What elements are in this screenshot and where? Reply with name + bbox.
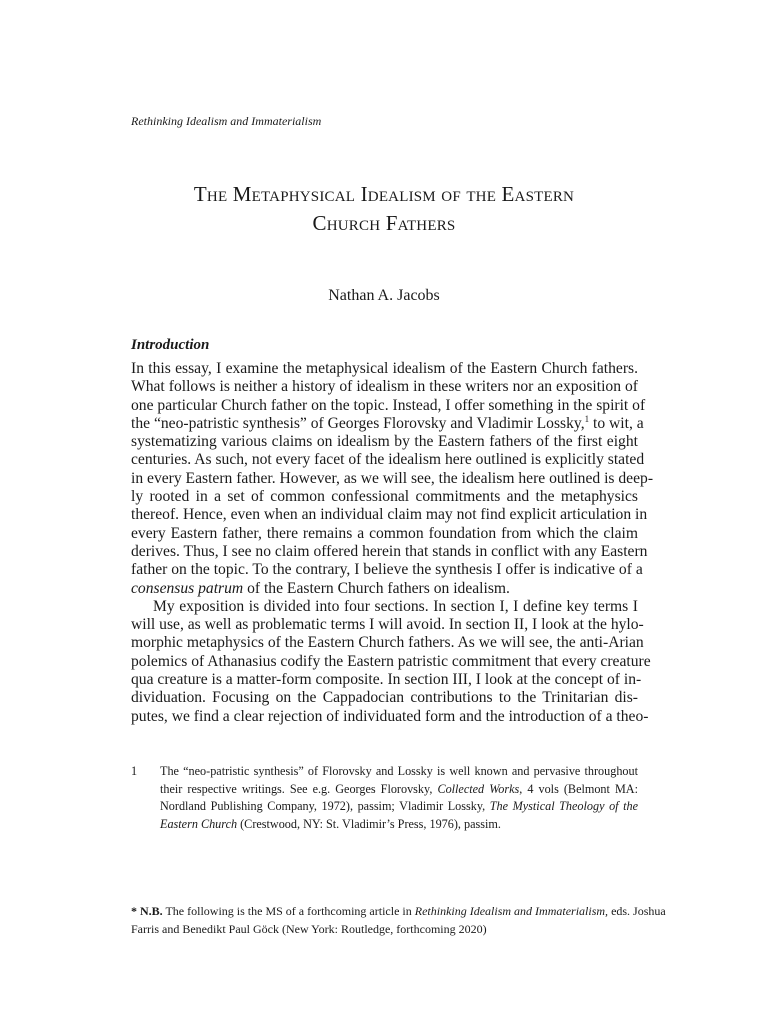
note-marker: * N.B. <box>131 904 163 918</box>
text-line <box>131 580 638 598</box>
text-line: every Eastern father, there remains a common foundation from which the claim <box>131 524 638 542</box>
text-line <box>160 816 638 834</box>
text-line: father on the topic. To the contrary, I believe the synthesis I offer is indicative of a <box>131 561 643 579</box>
text-line: centuries. As such, not every facet of the idealism here outlined is explicitly stated <box>131 451 645 469</box>
text-line: morphic metaphysics of the Eastern Church fathers. As we will see, the anti-Arian <box>131 634 644 652</box>
footnote-ref[interactable]: 1 <box>584 413 590 424</box>
section-heading: Introduction <box>131 337 210 353</box>
text-run: of the Eastern Church fathers on idealism. <box>243 579 510 597</box>
text-run: to wit, a <box>589 414 644 432</box>
text-run: The following is the MS of a forthcoming article in <box>162 904 415 918</box>
italic-run: The Mystical Theology of the <box>489 799 639 813</box>
text-line: What follows is neither a history of idealism in these writers nor an exposition of <box>131 378 638 396</box>
italic-run: consensus patrum <box>131 579 244 597</box>
text-run: the “neo-patristic synthesis” of Georges Florovsky and Vladimir Lossky, <box>131 414 585 432</box>
text-line: will use, as well as problematic terms I will avoid. In section II, I look at the hylo- <box>131 616 644 634</box>
italic-run: Collected Works <box>437 781 520 796</box>
author-name: Nathan A. Jacobs <box>328 287 440 304</box>
text-line <box>131 413 644 433</box>
text-line: thereof. Hence, even when an individual claim may not find explicit articulation in <box>131 506 648 524</box>
text-run: eds. Joshua <box>608 904 666 918</box>
author-note <box>131 902 666 938</box>
text-line: derives. Thus, I see no claim offered herein that stands in conflict with any Eastern <box>131 542 648 560</box>
text-line: qua creature is a matter-form composite. In section III, I look at the concept of in- <box>131 671 642 689</box>
text-run: (Crestwood, NY: St. Vladimir’s Press, 1976), passim. <box>237 816 501 831</box>
text-line: one particular Church father on the topic. Instead, I offer something in the spirit of <box>131 396 646 414</box>
text-line: dividuation. Focusing on the Cappadocian contributions to the Trinitarian dis- <box>131 689 638 707</box>
text-line: My exposition is divided into four sections. In section I, I define key terms I <box>153 597 638 615</box>
text-run: , 4 vols (Belmont MA: <box>519 781 638 796</box>
title-line-2: Church Fathers <box>312 211 456 235</box>
text-line: putes, we find a clear rejection of individuated form and the introduction of a theo- <box>131 707 649 725</box>
text-line <box>131 902 666 920</box>
text-run: Nordland Publishing Company, 1972), passim; Vladimir Lossky, <box>160 799 490 813</box>
body-text <box>131 360 654 726</box>
text-line: systematizing various claims on idealism by the Eastern fathers of the first eight <box>131 433 638 451</box>
text-line: In this essay, I examine the metaphysical idealism of the Eastern Church fathers. <box>131 360 638 377</box>
text-line: in every Eastern father. However, as we will see, the idealism here outlined is deep- <box>131 469 654 487</box>
text-line <box>160 798 638 816</box>
footnote <box>131 763 638 833</box>
footnote-number: 1 <box>131 764 138 778</box>
text-line: polemics of Athanasius codify the Eastern patristic commitment that every creature <box>131 652 651 670</box>
footnote-text <box>160 763 638 833</box>
text-line <box>160 781 638 799</box>
text-line: Farris and Benedikt Paul Göck (New York: Routledge, forthcoming 2020) <box>131 922 487 936</box>
text-run: their respective writings. See e.g. Georges Florovsky, <box>160 781 438 796</box>
italic-run: Eastern Church <box>160 816 238 831</box>
italic-run: Rethinking Idealism and Immaterialism, <box>414 904 609 918</box>
title-line-1: The Metaphysical Idealism of the Eastern <box>193 182 575 206</box>
text-line: ly rooted in a set of common confessional commitments and the metaphysics <box>131 488 638 506</box>
running-head: Rethinking Idealism and Immaterialism <box>131 114 322 128</box>
article-title <box>100 180 668 238</box>
text-line: The “neo-patristic synthesis” of Florovsky and Lossky is well known and pervasive throughout <box>160 764 638 778</box>
